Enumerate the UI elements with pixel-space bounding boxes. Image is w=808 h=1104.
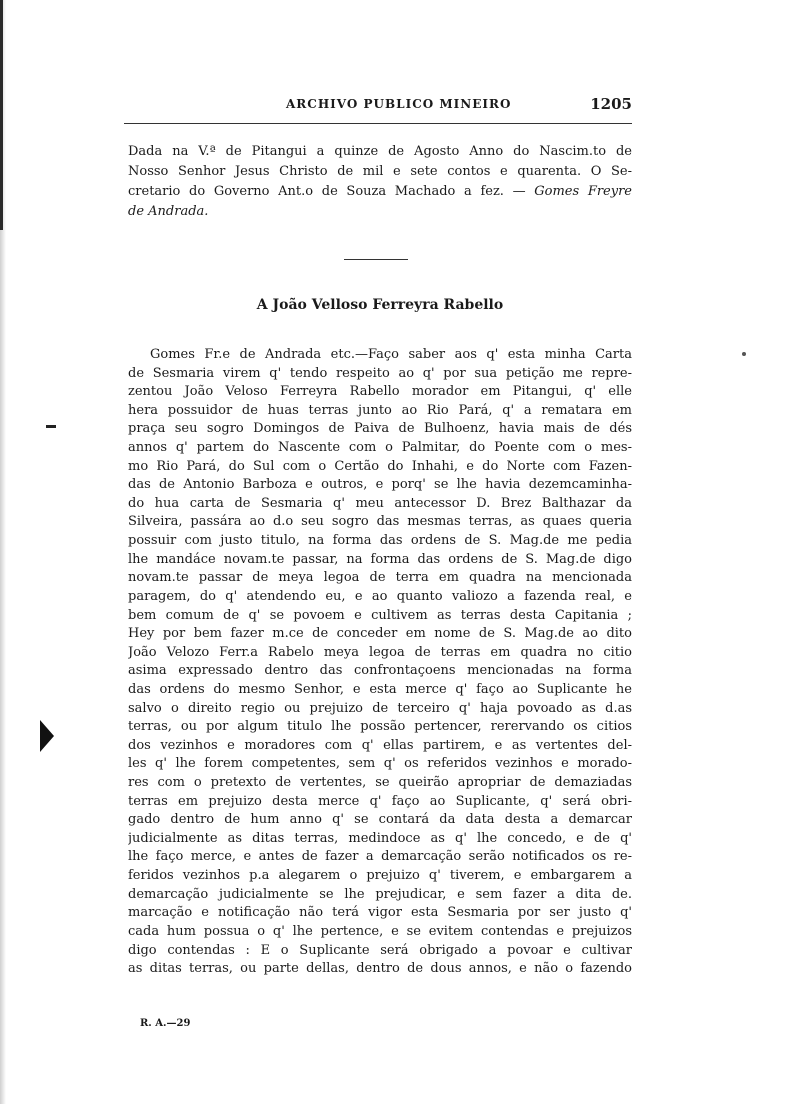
body-line: annos q' partem do Nascente com o Palmitar, do Poente com o mes- [128,440,632,456]
body-line: Hey por bem fazer m.ce de conceder em nome de S. Mag.de ao dito [128,626,632,642]
body-line: mo Rio Pará, do Sul com o Certão do Inhahi, e do Norte com Fazen- [128,458,632,474]
body-line: feridos vezinhos p.a alegarem o prejuizo q' tiverem, e embargarem a [128,868,632,884]
body-line: das ordens do mesmo Senhor, e esta merce q' faço ao Suplicante he [128,681,632,697]
body-line: lhe mandáce novam.te passar, na forma das ordens de S. Mag.de digo [128,551,632,567]
document-title: A João Velloso Ferreyra Rabello [256,297,504,313]
body-line: paragem, do q' atendendo eu, e ao quanto valiozo a fazenda real, e [128,588,632,604]
body-line: João Velozo Ferr.a Rabelo meya legoa de terras em quadra no citio [128,644,632,660]
intro-line: de Andrada. [128,204,209,219]
intro-line: Dada na V.ª de Pitangui a quinze de Agosto Anno do Nascim.to de [128,144,632,159]
signature-name: Gomes Freyre [534,184,632,199]
binding-edge-mark [0,0,3,230]
running-header [124,97,632,117]
body-line: bem comum de q' se povoem e cultivem as terras desta Capitania ; [128,607,632,623]
body-line: Silveira, passára ao d.o seu sogro das mesmas terras, as quaes queria [128,514,632,530]
running-header-title: ARCHIVO PUBLICO MINEIRO [286,97,512,111]
margin-dot-mark [742,352,746,356]
body-line: terras em prejuizo desta merce q' faço ao Suplicante, q' será obri- [128,793,632,809]
body-line: marcação e notificação não terá vigor esta Sesmaria por ser justo q' [128,905,632,921]
body-line: dos vezinhos e moradores com q' ellas partirem, e as vertentes del- [128,737,632,753]
body-line: as ditas terras, ou parte dellas, dentro de dous annos, e não o fazendo [128,961,632,977]
margin-pointer-mark [40,720,54,752]
body-line: hera possuidor de huas terras junto ao Rio Pará, q' a rematara em [128,402,632,418]
margin-dash-mark [46,425,56,428]
body-line: zentou João Veloso Ferreyra Rabello morador em Pitangui, q' elle [128,384,632,400]
intro-paragraph [128,142,632,222]
body-line: demarcação judicialmente se lhe prejudicar, e sem fazer a dita de. [128,886,632,902]
body-line: de Sesmaria virem q' tendo respeito ao q' por sua petição me repre- [128,365,632,381]
body-line: gado dentro de hum anno q' se contará da data desta a demarcar [128,812,632,828]
body-line: res com o pretexto de vertentes, se queirão apropriar de demaziadas [128,775,632,791]
body-line: cada hum possua o q' lhe pertence, e se evitem contendas e prejuizos [128,923,632,939]
body-line: praça seu sogro Domingos de Paiva de Bulhoenz, havia mais de dés [128,421,632,437]
body-line: judicialmente as ditas terras, medindoce as q' lhe concedo, e de q' [128,830,632,846]
body-line: novam.te passar de meya legoa de terra em quadra na mencionada [128,570,632,586]
body-line: possuir com justo titulo, na forma das ordens de S. Mag.de me pedia [128,533,632,549]
intro-line: Nosso Senhor Jesus Christo de mil e sete contos e quarenta. O Se- [128,164,632,179]
body-line: digo contendas : E o Suplicante será obrigado a povoar e cultivar [128,942,632,958]
body-line: les q' lhe forem competentes, sem q' os referidos vezinhos e morado- [128,756,632,772]
body-line: Gomes Fr.e de Andrada etc.—Faço saber aos q' esta minha Carta [150,347,632,362]
signature-mark: R. A.—29 [140,1018,191,1029]
body-line: das de Antonio Barboza e outros, e porq' se lhe havia dezemcaminha- [128,477,632,493]
body-line: asima expressado dentro das confrontaçoens mencionadas na forma [128,663,632,679]
body-text [128,346,632,979]
header-rule [124,123,632,124]
body-line: terras, ou por algum titulo lhe possão pertencer, rerervando os citios [128,719,632,735]
section-separator [344,259,408,260]
page-number: 1205 [590,95,632,113]
body-line: do hua carta de Sesmaria q' meu antecessor D. Brez Balthazar da [128,495,632,511]
body-line: lhe faço merce, e antes de fazer a demarcação serão notificados os re- [128,849,632,865]
body-line: salvo o direito regio ou prejuizo de terceiro q' haja povoado as d.as [128,700,632,716]
intro-line: cretario do Governo Ant.o de Souza Machado a fez. — Gomes Freyre [128,184,632,199]
